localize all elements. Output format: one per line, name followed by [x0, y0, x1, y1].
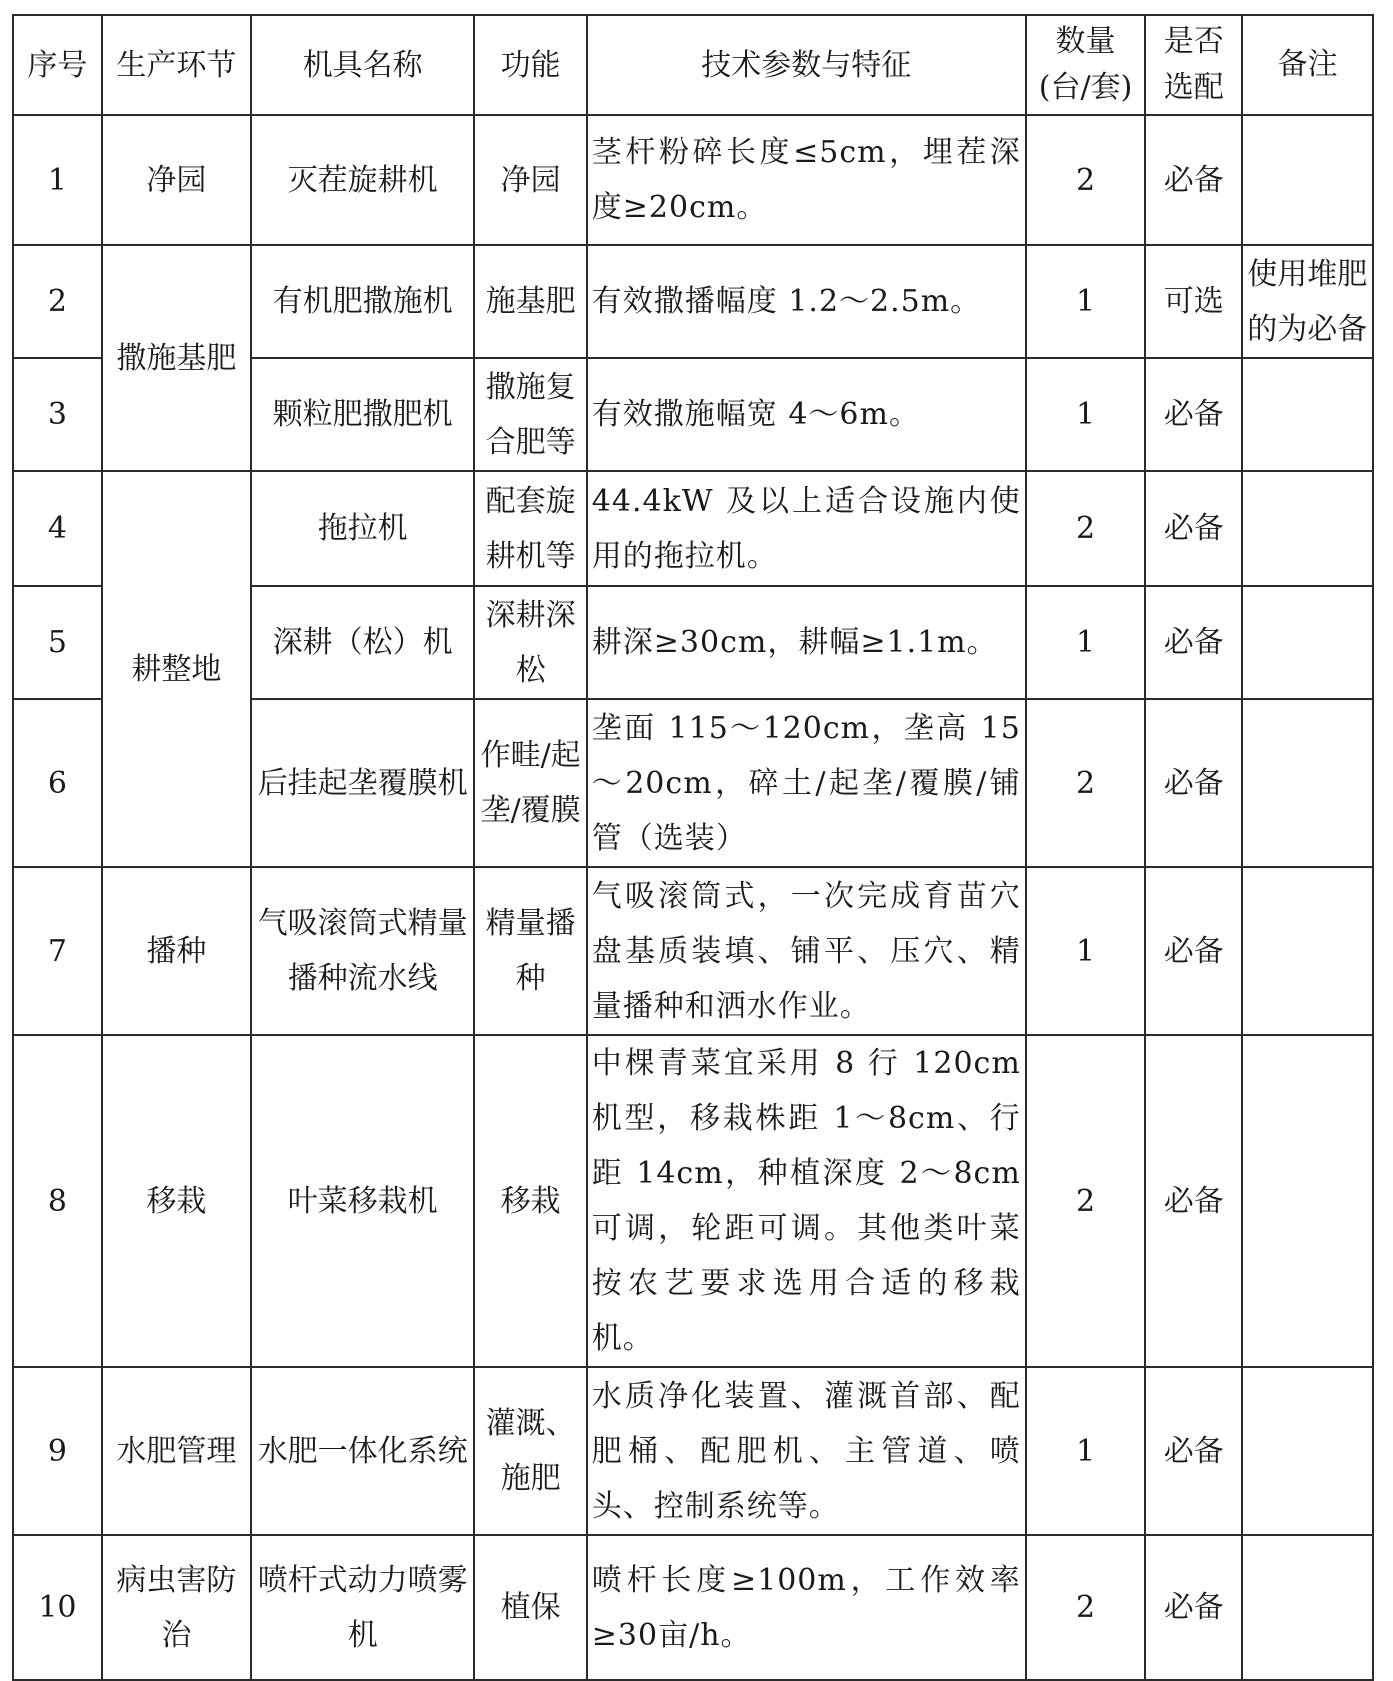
cell-note [1242, 358, 1373, 471]
cell-quantity: 1 [1026, 586, 1145, 699]
cell-quantity: 1 [1026, 867, 1145, 1035]
cell-spec: 喷杆长度≥100m，工作效率≥30亩/h。 [587, 1535, 1026, 1680]
header-name: 机具名称 [251, 15, 475, 115]
cell-function: 净园 [474, 115, 586, 245]
cell-index: 10 [13, 1535, 102, 1680]
cell-index: 2 [13, 245, 102, 358]
cell-name: 喷杆式动力喷雾机 [251, 1535, 475, 1680]
cell-stage: 耕整地 [102, 471, 251, 867]
cell-function: 植保 [474, 1535, 586, 1680]
cell-optional: 必备 [1145, 867, 1242, 1035]
cell-function: 深耕深松 [474, 586, 586, 699]
cell-spec: 有效撒播幅度 1.2～2.5m。 [587, 245, 1026, 358]
cell-optional: 必备 [1145, 699, 1242, 867]
cell-optional: 必备 [1145, 1035, 1242, 1367]
cell-name: 叶菜移栽机 [251, 1035, 475, 1367]
cell-spec: 水质净化装置、灌溉首部、配肥桶、配肥机、主管道、喷头、控制系统等。 [587, 1367, 1026, 1535]
cell-index: 1 [13, 115, 102, 245]
cell-spec: 气吸滚筒式，一次完成育苗穴盘基质装填、铺平、压穴、精量播种和洒水作业。 [587, 867, 1026, 1035]
cell-name: 后挂起垄覆膜机 [251, 699, 475, 867]
cell-note [1242, 1367, 1373, 1535]
cell-index: 6 [13, 699, 102, 867]
header-function: 功能 [474, 15, 586, 115]
table-row [13, 245, 1373, 358]
cell-note: 使用堆肥的为必备 [1242, 245, 1373, 358]
table-row [13, 115, 1373, 245]
cell-index: 5 [13, 586, 102, 699]
table-row [13, 1535, 1373, 1680]
cell-quantity: 2 [1026, 1535, 1145, 1680]
cell-quantity: 1 [1026, 245, 1145, 358]
cell-note [1242, 1535, 1373, 1680]
cell-optional: 必备 [1145, 1535, 1242, 1680]
header-optional: 是否选配 [1145, 15, 1242, 115]
header-stage: 生产环节 [102, 15, 251, 115]
cell-spec: 有效撒施幅宽 4～6m。 [587, 358, 1026, 471]
cell-index: 4 [13, 471, 102, 586]
cell-optional: 必备 [1145, 1367, 1242, 1535]
cell-optional: 必备 [1145, 471, 1242, 586]
cell-note [1242, 471, 1373, 586]
cell-function: 施基肥 [474, 245, 586, 358]
cell-quantity: 1 [1026, 358, 1145, 471]
cell-name: 灭茬旋耕机 [251, 115, 475, 245]
cell-spec: 垄面 115～120cm，垄高 15～20cm，碎土/起垄/覆膜/铺管（选装） [587, 699, 1026, 867]
cell-name: 气吸滚筒式精量播种流水线 [251, 867, 475, 1035]
cell-stage: 病虫害防治 [102, 1535, 251, 1680]
cell-optional: 必备 [1145, 358, 1242, 471]
machinery-table-sheet [12, 14, 1374, 1681]
table-row [13, 867, 1373, 1035]
cell-quantity: 2 [1026, 699, 1145, 867]
header-spec: 技术参数与特征 [587, 15, 1026, 115]
cell-function: 作畦/起垄/覆膜 [474, 699, 586, 867]
cell-index: 7 [13, 867, 102, 1035]
cell-optional: 必备 [1145, 586, 1242, 699]
cell-index: 8 [13, 1035, 102, 1367]
cell-index: 3 [13, 358, 102, 471]
cell-function: 灌溉、施肥 [474, 1367, 586, 1535]
cell-function: 移栽 [474, 1035, 586, 1367]
cell-spec: 中棵青菜宜采用 8 行 120cm 机型，移栽株距 1～8cm、行距 14cm，种植深度 2～8cm 可调，轮距可调。其他类叶菜按农艺要求选用合适的移栽机。 [587, 1035, 1026, 1367]
cell-note [1242, 115, 1373, 245]
machinery-table [12, 14, 1374, 1681]
cell-function: 配套旋耕机等 [474, 471, 586, 586]
cell-optional: 必备 [1145, 115, 1242, 245]
cell-function: 撒施复合肥等 [474, 358, 586, 471]
cell-spec: 茎杆粉碎长度≤5cm，埋茬深度≥20cm。 [587, 115, 1026, 245]
cell-note [1242, 867, 1373, 1035]
cell-name: 水肥一体化系统 [251, 1367, 475, 1535]
cell-stage: 播种 [102, 867, 251, 1035]
cell-name: 拖拉机 [251, 471, 475, 586]
cell-quantity: 2 [1026, 1035, 1145, 1367]
cell-note [1242, 586, 1373, 699]
header-note: 备注 [1242, 15, 1373, 115]
cell-stage: 净园 [102, 115, 251, 245]
header-quantity: 数量(台/套) [1026, 15, 1145, 115]
header-index: 序号 [13, 15, 102, 115]
cell-spec: 44.4kW 及以上适合设施内使用的拖拉机。 [587, 471, 1026, 586]
cell-quantity: 2 [1026, 115, 1145, 245]
cell-note [1242, 699, 1373, 867]
cell-quantity: 1 [1026, 1367, 1145, 1535]
table-row [13, 1367, 1373, 1535]
cell-spec: 耕深≥30cm，耕幅≥1.1m。 [587, 586, 1026, 699]
cell-name: 深耕（松）机 [251, 586, 475, 699]
cell-function: 精量播种 [474, 867, 586, 1035]
cell-stage: 撒施基肥 [102, 245, 251, 471]
cell-name: 有机肥撒施机 [251, 245, 475, 358]
table-row [13, 1035, 1373, 1367]
cell-stage: 水肥管理 [102, 1367, 251, 1535]
cell-name: 颗粒肥撒肥机 [251, 358, 475, 471]
table-header-row [13, 15, 1373, 115]
cell-stage: 移栽 [102, 1035, 251, 1367]
cell-optional: 可选 [1145, 245, 1242, 358]
cell-quantity: 2 [1026, 471, 1145, 586]
cell-index: 9 [13, 1367, 102, 1535]
table-row [13, 471, 1373, 586]
cell-note [1242, 1035, 1373, 1367]
